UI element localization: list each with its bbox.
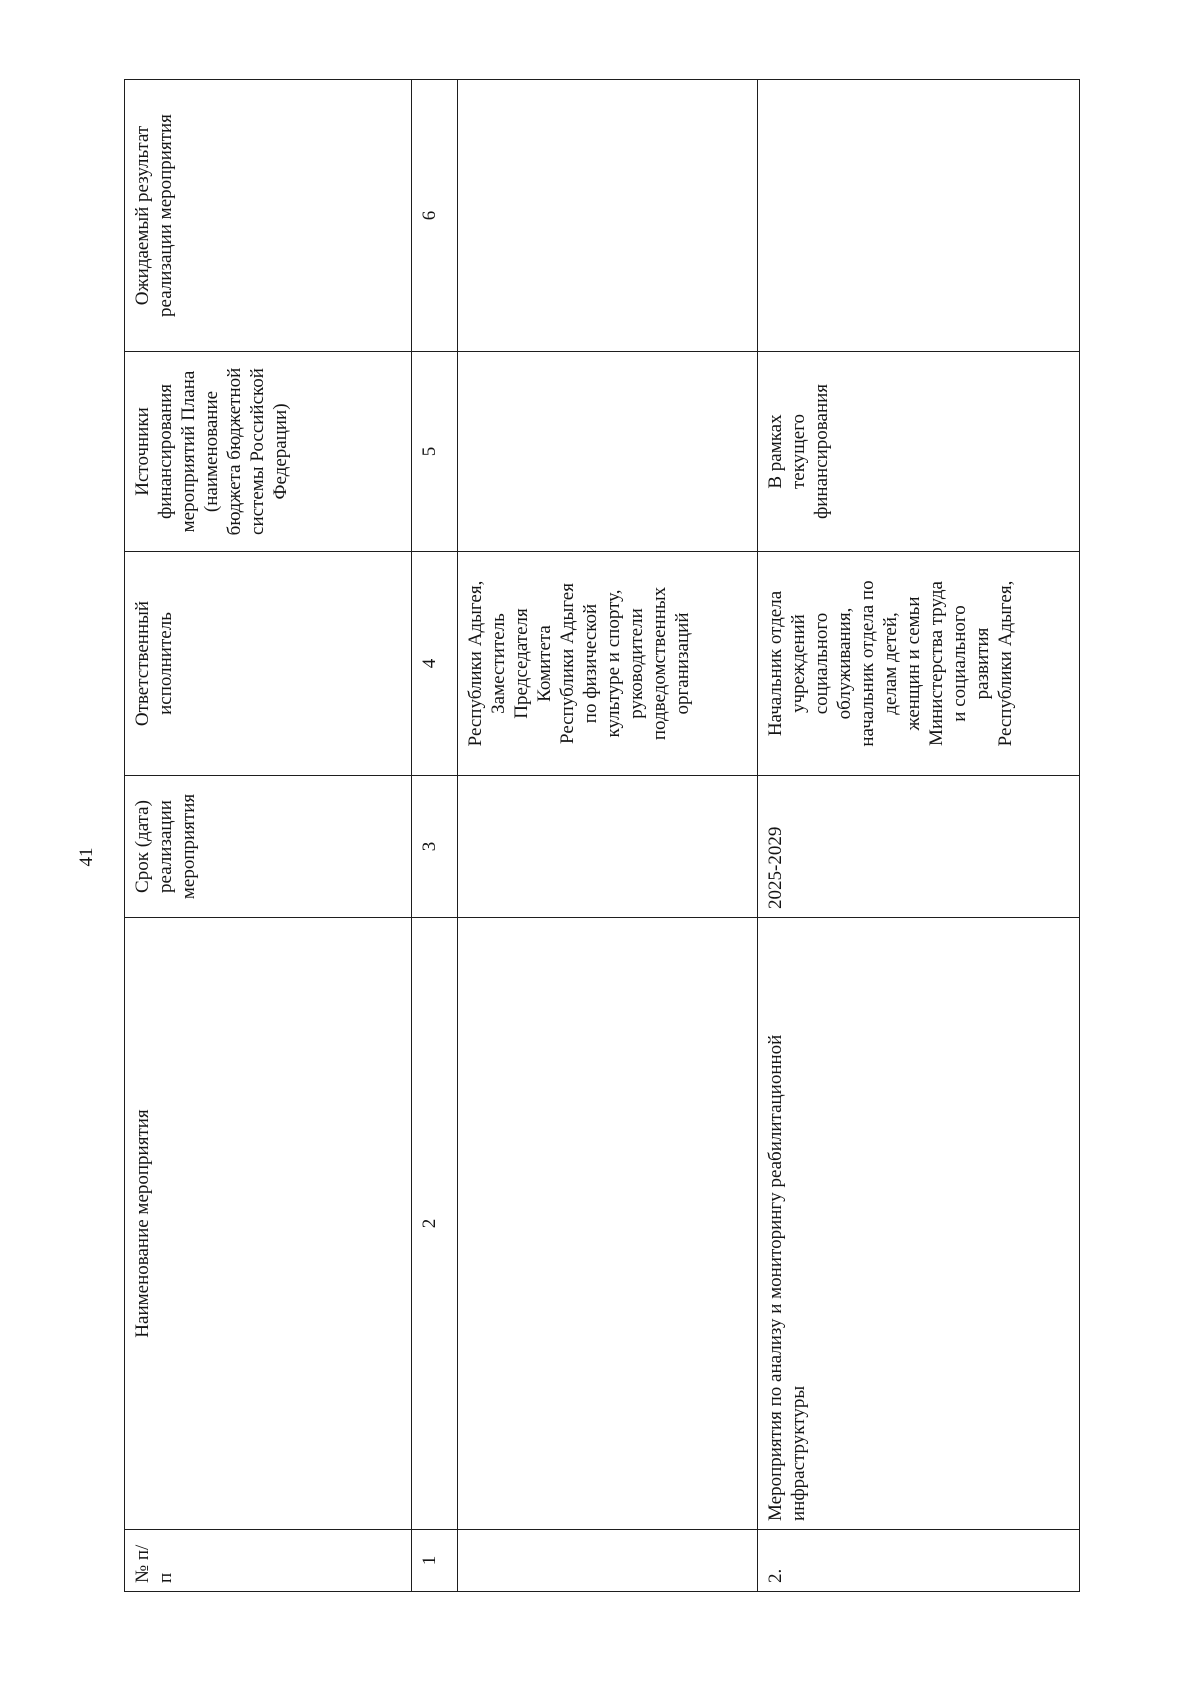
header-term: Срок (дата) реализации мероприятия (125, 776, 412, 918)
executor-line: подведомственных (649, 586, 670, 741)
column-number-6: 6 (412, 80, 458, 352)
funding-line: В рамках (765, 414, 786, 489)
measures-table (124, 79, 1080, 1592)
executor-line: Председателя (511, 608, 532, 719)
header-number: № п/п (125, 1530, 412, 1592)
column-number-4: 4 (412, 552, 458, 776)
header-measure-name: Наименование мероприятия (125, 918, 412, 1530)
cell-result (758, 80, 1080, 352)
cell-result (458, 80, 758, 352)
header-result: Ожидаемый результат реализации мероприятия (125, 80, 412, 352)
executor-line: Начальник отдела (765, 590, 786, 737)
executor-line: женщин и семьи (903, 596, 924, 731)
header-executor: Ответственный исполнитель (125, 552, 412, 776)
column-number-3: 3 (412, 776, 458, 918)
cell-executor (758, 552, 1080, 776)
executor-line: социального (811, 612, 832, 715)
header-funding: Источники финансирования мероприятий Плана (наименование бюджета бюджетной системы Российской Федерации) (125, 352, 412, 552)
executor-line: культуре и спорту, (603, 589, 624, 738)
cell-measure-name: Мероприятия по анализу и мониторингу реабилитационной инфраструктуры (758, 918, 1080, 1530)
executor-line: Комитета (534, 625, 555, 702)
executor-line: Республики Адыгея, (465, 580, 486, 747)
executor-line: облуживания, (834, 607, 855, 720)
table-row (758, 80, 1080, 1592)
cell-measure-name (458, 918, 758, 1530)
funding-line: финансирования (811, 383, 832, 520)
column-number-1: 1 (412, 1530, 458, 1592)
cell-executor (458, 552, 758, 776)
cell-number: 2. (758, 1530, 1080, 1592)
executor-line: Республики Адыгея (557, 583, 578, 744)
cell-term (458, 776, 758, 918)
rotated-page-content (124, 80, 1079, 1592)
executor-line: организаций (672, 612, 693, 715)
executor-line: развития (972, 627, 993, 700)
cell-funding (458, 352, 758, 552)
column-number-5: 5 (412, 352, 458, 552)
executor-line: по физической (580, 603, 601, 724)
cell-number (458, 1530, 758, 1592)
cell-term: 2025-2029 (758, 776, 1080, 918)
column-number-row (412, 80, 458, 1592)
funding-line: текущего (788, 413, 809, 490)
executor-line: и социального (949, 605, 970, 722)
executor-line: начальник отдела по (857, 580, 878, 747)
table-header-row (125, 80, 412, 1592)
table-row (458, 80, 758, 1592)
cell-funding (758, 352, 1080, 552)
executor-line: руководители (626, 608, 647, 719)
page-number: 41 (76, 847, 97, 867)
executor-line: Министерства труда (926, 581, 947, 746)
executor-line: учреждений (788, 614, 809, 713)
executor-line: делам детей, (880, 612, 901, 715)
executor-line: Заместитель (488, 613, 509, 714)
executor-line: Республики Адыгея, (995, 580, 1016, 747)
column-number-2: 2 (412, 918, 458, 1530)
